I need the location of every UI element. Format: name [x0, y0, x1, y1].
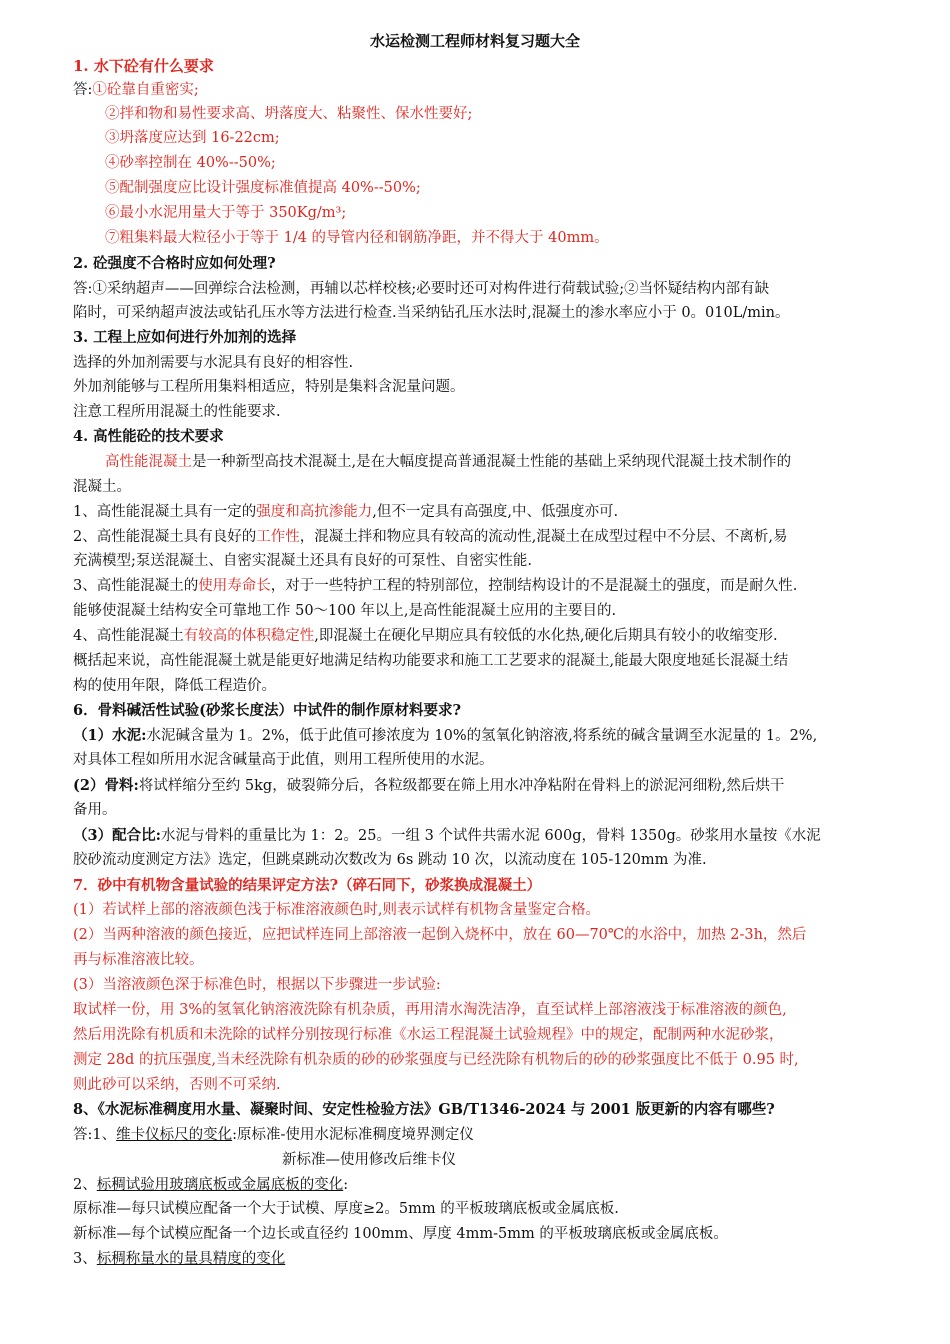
q4-point-3-highlight: 使用寿命长 [198, 578, 271, 594]
q8-answer-1-line-2: 新标准—使用修改后维卡仪 [282, 1152, 456, 1168]
q4-point-3-b: ，对于一些特护工程的特别部位，控制结构设计的不是混凝土的强度，而是耐久性. [270, 578, 798, 594]
q6-mix-line-2: 胶砂流动度测定方法》选定，但跳桌跳动次数改为 6s 跳动 10 次，以流动度在 105-120mm 为准. [73, 852, 707, 868]
q6-mix-line-1 [73, 826, 908, 846]
q6-cement-text: 水泥碱含量为 1。2%，低于此值可掺浓度为 10%的氢氧化钠溶液,将系统的碱含量调至水泥量的 1。2%, [146, 728, 818, 744]
q7-line-7: 测定 28d 的抗压强度,当未经洗除有机杂质的砂的砂浆强度与已经洗除有机物后的砂的砂浆强度比不低于 0.95 时, [73, 1052, 799, 1068]
q4-heading: 4. 高性能砼的技术要求 [73, 428, 224, 445]
q8-answer-1-topic: 维卡仪标尺的变化 [116, 1127, 233, 1143]
q8-answer-1 [73, 1125, 908, 1145]
q8-answer-2-topic: 标稠试验用玻璃底板或金属底板的变化 [96, 1177, 344, 1193]
q4-intro-line-1 [105, 452, 940, 472]
q1-item-3: ③坍落度应达到 16-22cm; [105, 130, 280, 146]
q1-answer-line-1 [73, 80, 908, 100]
q4-point-3-line-2: 能够使混凝土结构安全可靠地工作 50～100 年以上,是高性能混凝土应用的主要目的. [73, 603, 617, 619]
q1-item-2: ②拌和物和易性要求高、坍落度大、粘聚性、保水性要好; [105, 106, 473, 122]
q4-point-3-a: 3、高性能混凝土的 [73, 578, 199, 594]
q6-cement-line-2: 对具体工程如所用水泥含碱量高于此值，则用工程所使用的水泥。 [73, 752, 494, 768]
q1-item-5: ⑤配制强度应比设计强度标准值提高 40%--50%; [105, 180, 421, 196]
q4-point-4-highlight: 有较高的体积稳定性 [183, 628, 315, 644]
q8-answer-3-topic: 标稠称量水的量具精度的变化 [96, 1251, 286, 1267]
q4-point-2-b: ，混凝土拌和物应具有较高的流动性,混凝土在成型过程中不分层、不离析,易 [299, 529, 788, 545]
q4-point-2-a: 2、高性能混凝土具有良好的 [73, 529, 257, 545]
q4-point-1-a: 1、高性能混凝土具有一定的 [73, 504, 257, 520]
q8-answer-2-prefix: 2、 [73, 1177, 97, 1193]
q4-point-1-b: ,但不一定具有高强度,中、低强度亦可. [372, 504, 619, 520]
q7-line-4: (3）当溶液颜色深于标准色时，根据以下步骤进一步试验: [73, 977, 441, 993]
q4-point-4-a: 4、高性能混凝土 [73, 628, 184, 644]
q4-point-1-highlight: 强度和高抗渗能力 [256, 504, 373, 520]
q8-answer-3-prefix: 3、 [73, 1251, 97, 1267]
q2-answer-line-2: 陷时，可采纳超声波法或钻孔压水等方法进行检查.当采纳钻孔压水法时,混凝土的渗水率应小于 0。010L/min。 [73, 305, 790, 321]
q2-heading: 2. 砼强度不合格时应如何处理? [73, 255, 276, 272]
q6-cement-label: （1）水泥: [73, 727, 147, 744]
q7-line-8: 则此砂可以采纳，否则不可采纳. [73, 1077, 281, 1093]
q6-aggregate-label: (2）骨料: [73, 777, 139, 794]
q6-aggregate-line-1 [73, 776, 908, 796]
q1-item-6: ⑥最小水泥用量大于等于 350Kg/m³; [105, 205, 347, 221]
document-title: 水运检测工程师材料复习题大全 [369, 32, 580, 50]
q1-item-1: ①砼靠自重密实; [92, 82, 199, 98]
q8-answer-3 [73, 1249, 908, 1269]
q4-summary-line-2: 构的使用年限，降低工程造价。 [73, 678, 276, 694]
q7-line-5: 取试样一份，用 3%的氢氧化钠溶液洗除有机杂质，再用清水淘洗洁净，直至试样上部溶液浅于标准溶液的颜色, [73, 1002, 787, 1018]
q7-line-2: (2）当两种溶液的颜色接近，应把试样连同上部溶液一起倒入烧杯中，放在 60—70℃的水浴中，加热 2-3h，然后 [73, 927, 807, 943]
q4-summary-line-1: 概括起来说，高性能混凝土就是能更好地满足结构功能要求和施工工艺要求的混凝土,能最大限度地延长混凝土结 [73, 653, 789, 669]
q6-mix-label: （3）配合比: [73, 827, 161, 844]
q7-line-1: (1）若试样上部的溶液颜色浅于标准溶液颜色时,则表示试样有机物含量鉴定合格。 [73, 902, 600, 918]
q4-intro-line-2: 混凝土。 [73, 479, 131, 495]
q1-heading: 1. 水下砼有什么要求 [73, 57, 214, 75]
q8-answer-1-text: :原标准-使用水泥标准稠度境界测定仪 [232, 1127, 474, 1143]
q8-answer-2-new: 新标准—每个试模应配备一个边长或直径约 100mm、厚度 4mm-5mm 的平板玻璃底板或金属底板。 [73, 1226, 728, 1242]
q4-intro-text: 是一种新型高技术混凝土,是在大幅度提高普通混凝土性能的基础上采纳现代混凝土技术制作的 [192, 454, 792, 470]
q6-aggregate-line-2: 备用。 [73, 802, 117, 818]
q4-point-4-b: ,即混凝土在硬化早期应具有较低的水化热,硬化后期具有较小的收缩变形. [314, 628, 778, 644]
q8-heading: 8、《水泥标准稠度用水量、凝聚时间、安定性检验方法》GB/T1346-2024 与 2001 版更新的内容有哪些? [73, 1101, 775, 1118]
q8-answer-2-old: 原标准—每只试模应配备一个大于试模、厚度≥2。5mm 的平板玻璃底板或金属底板. [73, 1201, 619, 1217]
q4-point-2-highlight: 工作性 [256, 529, 300, 545]
q3-line-3: 注意工程所用混凝土的性能要求. [73, 404, 281, 420]
q2-answer-line-1: 答:①采纳超声——回弹综合法检测，再辅以芯样校核;必要时还可对构件进行荷载试验;②当怀疑结构内部有缺 [73, 281, 770, 297]
q6-mix-text: 水泥与骨料的重量比为 1：2。25。一组 3 个试件共需水泥 600g，骨料 1350g。砂浆用水量按《水泥 [160, 828, 821, 844]
q3-line-1: 选择的外加剂需要与水泥具有良好的相容性. [73, 355, 354, 371]
q4-point-3 [73, 576, 908, 596]
q3-line-2: 外加剂能够与工程所用集料相适应，特别是集料含泥量问题。 [73, 379, 465, 395]
answer-prefix: 答: [73, 82, 93, 98]
q3-heading: 3. 工程上应如何进行外加剂的选择 [73, 329, 297, 346]
q1-item-4: ④砂率控制在 40%--50%; [105, 155, 276, 171]
q4-point-2-line-2: 充满模型;泵送混凝土、自密实混凝土还具有良好的可泵性、自密实性能. [73, 553, 532, 569]
q8-answer-2 [73, 1175, 908, 1195]
q4-intro-highlight: 高性能混凝土 [105, 454, 192, 470]
q4-point-4 [73, 626, 908, 646]
q7-heading: 7．砂中有机物含量试验的结果评定方法?（碎石同下，砂浆换成混凝土） [73, 877, 542, 894]
q1-item-7: ⑦粗集料最大粒径小于等于 1/4 的导管内径和钢筋净距，并不得大于 40mm。 [105, 230, 609, 246]
q4-point-2 [73, 527, 908, 547]
q6-aggregate-text: 将试样缩分至约 5kg，破裂筛分后，各粒级都要在筛上用水冲净粘附在骨料上的淤泥河细粉,然后烘干 [138, 778, 785, 794]
q4-point-1 [73, 502, 908, 522]
q8-answer-1-prefix: 答:1、 [73, 1127, 117, 1143]
q6-cement-line-1 [73, 726, 908, 746]
q6-heading: 6．骨料碱活性试验(砂浆长度法）中试件的制作原材料要求? [73, 702, 461, 719]
q8-answer-2-text: : [343, 1177, 349, 1193]
q7-line-6: 然后用洗除有机质和未洗除的试样分别按现行标准《水运工程混凝土试验规程》中的规定，配制两种水泥砂浆， [73, 1027, 784, 1043]
q7-line-3: 再与标准溶液比较。 [73, 952, 204, 968]
